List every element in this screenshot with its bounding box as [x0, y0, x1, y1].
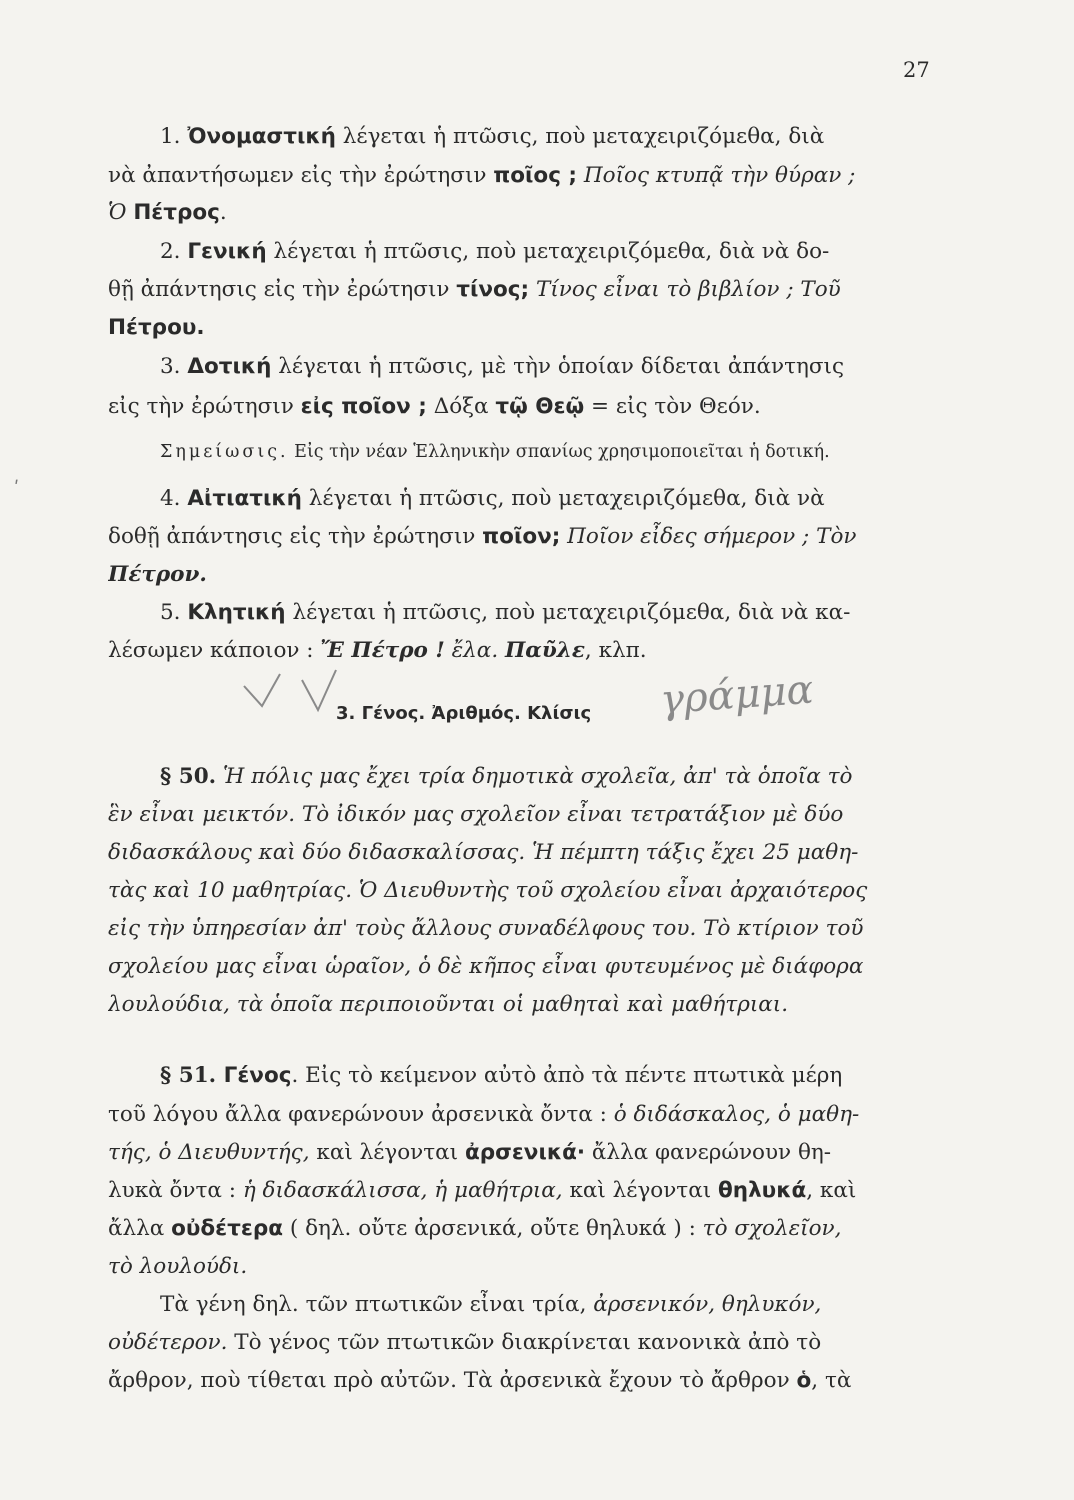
pencil-handwriting: γράμμα	[658, 666, 815, 724]
para51-text-4: ἄλλα φανερώνουν θη-	[585, 1140, 832, 1165]
sec2-term: Γενική	[187, 239, 267, 264]
sec3-example-b: = εἰς τὸν Θεόν.	[584, 394, 761, 419]
sec5-question-text: λέσωμεν κάποιον :	[108, 638, 321, 663]
para51-text-5: λυκὰ ὄντα :	[108, 1178, 243, 1203]
sec1-question-text: νὰ ἀπαντήσωμεν εἰς τὴν ἐρώτησιν	[108, 163, 494, 188]
para51-line2	[108, 1100, 946, 1130]
sec3-question: εἰς ποῖον ;	[300, 394, 427, 419]
sec2-question-text: θῇ ἀπάντησις εἰς τὴν ἐρώτησιν	[108, 277, 457, 302]
sec1-line1	[160, 122, 946, 152]
para-last-neuter: οὐδέτερον.	[108, 1330, 228, 1355]
sec2-line2	[108, 275, 946, 305]
para51-text-7: , καὶ	[806, 1178, 857, 1203]
para51-term-fem: θηλυκά	[718, 1178, 807, 1203]
para50-line7: λουλούδια, τὰ ὁποῖα περιποιοῦνται οἱ μαθηταὶ καὶ μαθήτριαι.	[108, 992, 789, 1017]
sec3-question-text: εἰς τὴν ἐρώτησιν	[108, 394, 301, 419]
sec5-num: 5.	[160, 600, 188, 625]
note-label: Σημείωσις.	[160, 442, 289, 462]
sec5-example: ἔλα.	[444, 638, 505, 663]
para51-text-3: καὶ λέγονται	[309, 1140, 465, 1165]
sec4-example: Ποῖον εἶδες σήμερον ; Τὸν	[560, 524, 857, 549]
para50-line5: εἰς τὴν ὑπηρεσίαν ἀπ' τοὺς ἄλλους συναδέλφους του. Τὸ κτίριον τοῦ	[108, 916, 864, 941]
sec5-example-bold: Ἔ Πέτρο !	[320, 638, 445, 663]
para50-line3: διδασκάλους καὶ δύο διδασκαλίσσας. Ἡ πέμπτη τάξις ἔχει 25 μαθη-	[108, 840, 859, 865]
para-last-line2	[108, 1328, 946, 1358]
sec1-question: ποῖος ;	[493, 163, 578, 188]
sec2-example: Τίνος εἶναι τὸ βιβλίον ; Τοῦ	[529, 277, 841, 302]
sec2-num: 2.	[160, 239, 188, 264]
para51-num: § 51.	[160, 1063, 217, 1088]
sec3-line2	[108, 392, 946, 422]
para50-line6: σχολείου μας εἶναι ὡραῖον, ὁ δὲ κῆπος εἶναι φυτευμένος μὲ διάφορα	[108, 954, 864, 979]
sec4-line3: Πέτρον.	[108, 562, 207, 587]
sec4-text: λέγεται ἡ πτῶσις, ποὺ μεταχειριζόμεθα, διὰ νὰ	[301, 486, 825, 511]
para51-example-1: ὁ διδάσκαλος, ὁ μαθη-	[613, 1102, 860, 1127]
sec5-example-bold-2: Παῦλε	[504, 638, 585, 663]
sec5-etc: , κλπ.	[584, 638, 647, 663]
para-last-text-3: ἄρθρον, ποὺ τίθεται πρὸ αὐτῶν. Τὰ ἀρσενικὰ ἔχουν τὸ ἄρθρον	[108, 1368, 797, 1393]
sec4-question: ποῖον;	[482, 524, 561, 549]
para51-text-9: ( δηλ. οὔτε ἀρσενικά, οὔτε θηλυκά ) :	[283, 1216, 703, 1241]
para51-line5	[108, 1214, 946, 1244]
para-last-text-2: Τὸ γένος τῶν πτωτικῶν διακρίνεται κανονικὰ ἀπὸ τὸ	[227, 1330, 822, 1355]
para51-term-masc: ἀρσενικά·	[464, 1140, 586, 1165]
sec5-term: Κλητική	[187, 600, 286, 625]
sec3-term: Δοτική	[187, 354, 272, 379]
sec1-answer-article: Ὁ	[108, 200, 134, 225]
sec2-text: λέγεται ἡ πτῶσις, ποὺ μεταχειριζόμεθα, διὰ νὰ δο-	[266, 239, 830, 264]
para51-text-6: καὶ λέγονται	[562, 1178, 718, 1203]
sec1-term: Ὀνομαστική	[187, 124, 336, 149]
sec2-line3: Πέτρου.	[108, 315, 205, 340]
para50-line4: τὰς καὶ 10 μαθητρίας. Ὁ Διευθυντὴς τοῦ σχολείου εἶναι ἀρχαιότερος	[108, 878, 868, 903]
sec1-answer: Πέτρος	[133, 200, 220, 225]
para51-line4	[108, 1176, 946, 1206]
sec1-line2	[108, 161, 946, 191]
para51-example-3: ἡ διδασκάλισσα, ἡ μαθήτρια,	[242, 1178, 563, 1203]
sec4-line2	[108, 522, 946, 552]
sec4-question-text: δοθῇ ἀπάντησις εἰς τὴν ἐρώτησιν	[108, 524, 483, 549]
page-number: 27	[903, 58, 930, 82]
para50-text-1: Ἡ πόλις μας ἔχει τρία δημοτικὰ σχολεῖα, ἀπ' τὰ ὁποῖα τὸ	[216, 764, 853, 789]
sec3-example-bold: τῷ Θεῷ	[495, 394, 585, 419]
sec1-text: λέγεται ἡ πτῶσις, ποὺ μεταχειριζόμεθα, διὰ	[335, 124, 825, 149]
para50-line1	[160, 762, 946, 792]
sec5-line2	[108, 636, 946, 666]
para-last-text-1: Τὰ γένη δηλ. τῶν πτωτικῶν εἶναι τρία,	[160, 1292, 594, 1317]
sec3-text: λέγεται ἡ πτῶσις, μὲ τὴν ὁποίαν δίδεται ἀπάντησις	[271, 354, 844, 379]
para50-num: § 50.	[160, 764, 217, 789]
sec4-line1	[160, 484, 946, 514]
section-heading: 3. Γένος. Ἀριθμός. Κλίσις	[336, 703, 592, 724]
note-text: Εἰς τὴν νέαν Ἑλληνικὴν σπανίως χρησιμοποιεῖται ἡ δοτική.	[288, 442, 830, 462]
sec2-line1	[160, 237, 946, 267]
para51-example-2: τής, ὁ Διευθυντής,	[108, 1140, 310, 1165]
sec3-example-a: Δόξα	[426, 394, 496, 419]
pencil-checkmark-icon	[240, 664, 350, 724]
para-last-article: ὁ	[796, 1368, 812, 1393]
para51-text-2: τοῦ λόγου ἄλλα φανερώνουν ἀρσενικὰ ὄντα :	[108, 1102, 614, 1127]
sec1-example: Ποῖος κτυπᾷ τὴν θύραν ;	[577, 163, 856, 188]
sec1-num: 1.	[160, 124, 188, 149]
para51-title: Γένος	[216, 1063, 292, 1088]
para51-line3	[108, 1138, 946, 1168]
para50-line2: ἓν εἶναι μεικτόν. Τὸ ἰδικόν μας σχολεῖον εἶναι τετρατάξιον μὲ δύο	[108, 802, 844, 827]
para51-text-8: ἄλλα	[108, 1216, 172, 1241]
para-last-line1	[160, 1290, 946, 1320]
sec3-note	[160, 437, 946, 467]
sec4-num: 4.	[160, 486, 188, 511]
para51-line1	[160, 1061, 946, 1091]
para-last-text-4: , τὰ	[811, 1368, 852, 1393]
para51-text-1: . Εἰς τὸ κείμενον αὐτὸ ἀπὸ τὰ πέντε πτωτικὰ μέρη	[291, 1063, 843, 1088]
para51-example-4: τὸ σχολεῖον,	[702, 1216, 842, 1241]
sec3-line1	[160, 352, 946, 382]
sec2-question: τίνος;	[456, 277, 530, 302]
margin-mark: ʹ	[14, 478, 20, 499]
para51-line6: τὸ λουλούδι.	[108, 1254, 248, 1279]
sec4-term: Αἰτιατική	[187, 486, 302, 511]
sec5-text: λέγεται ἡ πτῶσις, ποὺ μεταχειριζόμεθα, διὰ νὰ κα-	[285, 600, 851, 625]
sec1-line3	[108, 198, 946, 228]
para-last-genders: ἀρσενικόν, θηλυκόν,	[593, 1292, 822, 1317]
para-last-line3	[108, 1366, 946, 1396]
sec1-period: .	[219, 200, 227, 225]
sec5-line1	[160, 598, 946, 628]
sec3-num: 3.	[160, 354, 188, 379]
para51-term-neut: οὐδέτερα	[171, 1216, 284, 1241]
